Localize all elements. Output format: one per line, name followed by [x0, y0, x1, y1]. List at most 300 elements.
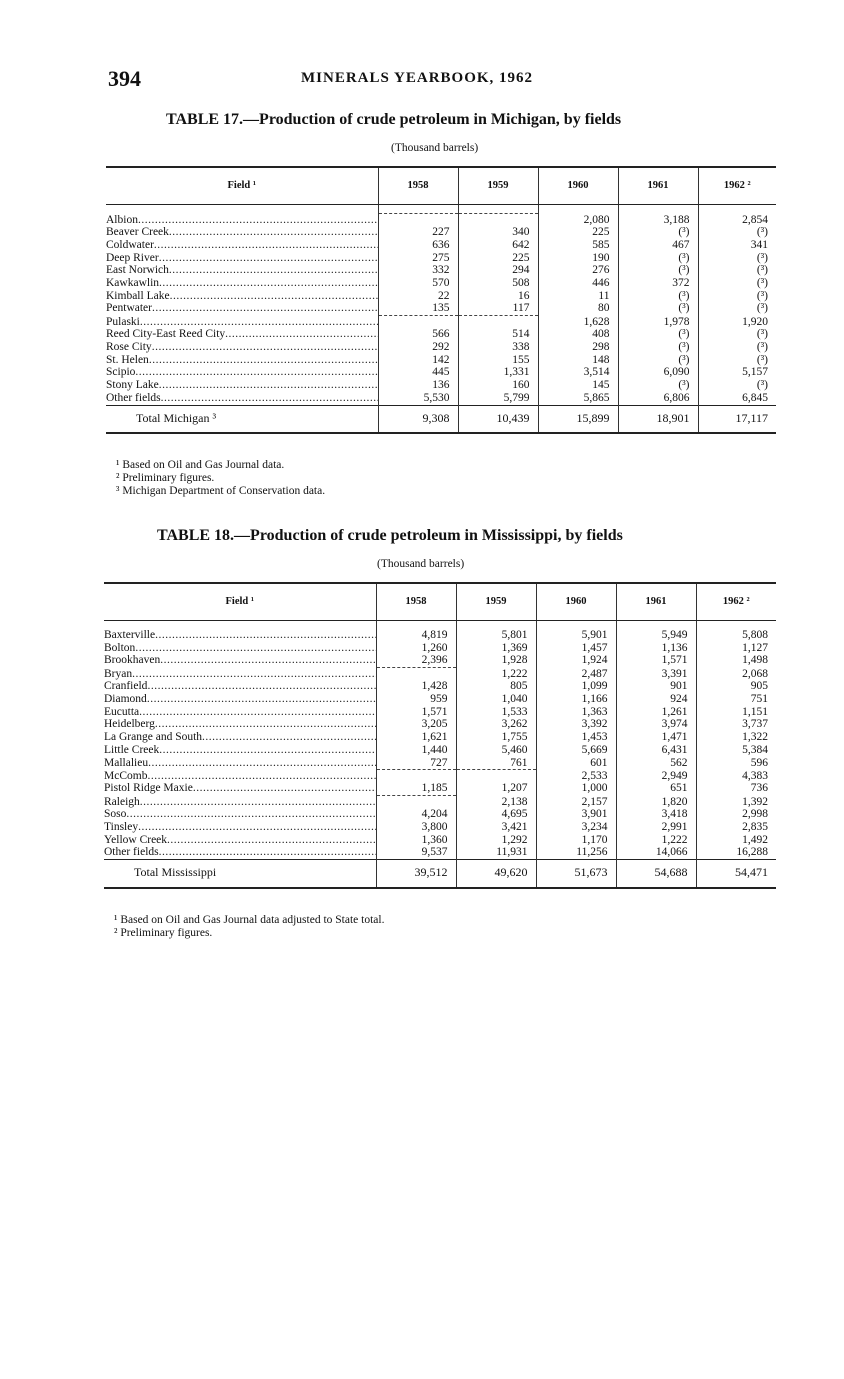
total-value-cell: 17,117 [698, 405, 776, 433]
leader-dots [155, 629, 376, 641]
value-cell: 1,207 [456, 782, 536, 795]
year-column-header: 1958 [378, 167, 458, 205]
value-cell: 292 [378, 341, 458, 354]
year-column-header: 1961 [618, 167, 698, 205]
leader-dots [155, 718, 376, 730]
value-cell: 1,127 [696, 642, 776, 655]
year-column-header: 1961 [616, 583, 696, 621]
field-name-cell [104, 770, 376, 783]
field-name: Pistol Ridge Maxie [104, 782, 193, 795]
value-cell: 3,234 [536, 821, 616, 834]
value-cell: 1,222 [456, 668, 536, 681]
value-cell: 1,457 [536, 642, 616, 655]
value-cell: 1,040 [456, 693, 536, 706]
value-cell: 3,418 [616, 808, 696, 821]
value-cell: 5,949 [616, 629, 696, 642]
value-cell: 1,571 [616, 654, 696, 667]
spacer-row [104, 621, 776, 630]
value-cell: 5,901 [536, 629, 616, 642]
table18-title: TABLE 18.—Production of crude petroleum in Mississippi, by fields [157, 527, 623, 544]
value-cell: 1,920 [698, 316, 776, 329]
value-cell: 727 [376, 757, 456, 770]
field-name-cell [106, 226, 378, 239]
leader-dots [147, 770, 376, 782]
value-cell: 959 [376, 693, 456, 706]
field-name: Deep River [106, 251, 159, 264]
value-cell: 14,066 [616, 846, 696, 859]
field-name-cell [106, 316, 378, 329]
table18 [104, 582, 776, 889]
value-cell: (³) [698, 277, 776, 290]
value-cell: 136 [378, 379, 458, 392]
value-cell: 1,170 [536, 834, 616, 847]
value-cell: 155 [458, 354, 538, 367]
value-cell: 5,669 [536, 744, 616, 757]
value-cell: (³) [698, 302, 776, 315]
table-row [104, 668, 776, 681]
value-cell: 117 [458, 302, 538, 315]
field-name: Coldwater [106, 238, 154, 251]
value-cell: 1,453 [536, 731, 616, 744]
value-cell: 1,628 [538, 316, 618, 329]
value-cell: (³) [618, 302, 698, 315]
value-cell: 3,974 [616, 718, 696, 731]
leader-dots [225, 328, 378, 340]
field-name: Cranfield [104, 680, 148, 693]
year-column-header: 1959 [456, 583, 536, 621]
value-cell: 4,695 [456, 808, 536, 821]
leader-dots [170, 290, 378, 302]
field-name: Other fields [106, 391, 161, 404]
value-cell: 1,261 [616, 706, 696, 719]
value-cell: 4,819 [376, 629, 456, 642]
field-name: Beaver Creek [106, 226, 169, 239]
value-cell: 372 [618, 277, 698, 290]
value-cell: (³) [618, 379, 698, 392]
value-cell: 5,799 [458, 392, 538, 405]
field-name-cell [104, 731, 376, 744]
leader-dots [147, 680, 376, 692]
total-value-cell: 9,308 [378, 405, 458, 433]
value-cell: 3,391 [616, 668, 696, 681]
field-name-cell [104, 846, 376, 859]
value-cell: 1,978 [618, 316, 698, 329]
value-cell: 2,487 [536, 668, 616, 681]
value-cell: (³) [698, 264, 776, 277]
field-name: Diamond [104, 693, 147, 706]
total-value-cell: 51,673 [536, 860, 616, 888]
field-name: McComb [104, 769, 148, 782]
value-cell: (³) [618, 341, 698, 354]
total-value-cell: 49,620 [456, 860, 536, 888]
field-name: Pulaski [106, 315, 140, 328]
value-cell: 901 [616, 680, 696, 693]
leader-dots [167, 834, 376, 846]
field-name: Pentwater [106, 302, 152, 315]
leader-dots [135, 366, 378, 378]
year-column-header: 1962 ² [698, 167, 776, 205]
field-name: Kimball Lake [106, 289, 170, 302]
value-cell: 3,514 [538, 366, 618, 379]
year-column-header: 1960 [538, 167, 618, 205]
value-cell: 751 [696, 693, 776, 706]
field-name: Bolton [104, 641, 136, 654]
value-cell: 1,498 [696, 654, 776, 667]
table-row [106, 239, 776, 252]
field-name: Scipio [106, 366, 136, 379]
field-name-cell [104, 706, 376, 719]
value-cell: 1,322 [696, 731, 776, 744]
field-name-cell [104, 718, 376, 731]
total-value-cell: 15,899 [538, 405, 618, 433]
field-name: Bryan [104, 667, 133, 680]
table17-footnotes [116, 459, 325, 498]
table-row [106, 366, 776, 379]
footnote: ² Preliminary figures. [114, 927, 213, 939]
table-row [104, 718, 776, 731]
header-row [106, 167, 776, 205]
field-name: Tinsley [104, 821, 139, 834]
value-cell: 225 [538, 226, 618, 239]
table-row [106, 226, 776, 239]
value-cell: 1,820 [616, 796, 696, 809]
year-column-header: 1962 ² [696, 583, 776, 621]
field-name-cell [104, 821, 376, 834]
value-cell: 142 [378, 354, 458, 367]
field-name-cell [106, 392, 378, 405]
table-row [106, 379, 776, 392]
value-cell: 341 [698, 239, 776, 252]
total-value-cell: 54,471 [696, 860, 776, 888]
table18-unit: (Thousand barrels) [377, 558, 465, 570]
leader-dots [140, 316, 378, 328]
value-cell: 276 [538, 264, 618, 277]
total-value-cell: 39,512 [376, 860, 456, 888]
value-cell: 1,260 [376, 642, 456, 655]
field-name-cell [106, 302, 378, 315]
value-cell: (³) [698, 252, 776, 265]
table-row [104, 680, 776, 693]
leader-dots [159, 379, 378, 391]
leader-dots [132, 668, 376, 680]
field-name-cell [104, 834, 376, 847]
value-cell: 1,369 [456, 642, 536, 655]
value-cell: 905 [696, 680, 776, 693]
value-cell: 1,363 [536, 706, 616, 719]
table18-footnotes [114, 914, 384, 940]
value-cell: 642 [458, 239, 538, 252]
leader-dots [126, 808, 376, 820]
field-name-cell [104, 642, 376, 655]
value-cell [458, 316, 538, 329]
value-cell: 2,998 [696, 808, 776, 821]
total-value-cell: 10,439 [458, 405, 538, 433]
table-row [106, 252, 776, 265]
header-row [104, 583, 776, 621]
table-row [106, 264, 776, 277]
table-row [106, 302, 776, 315]
leader-dots [169, 264, 378, 276]
value-cell: 80 [538, 302, 618, 315]
field-name-cell [104, 680, 376, 693]
value-cell: 2,835 [696, 821, 776, 834]
leader-dots [152, 302, 378, 314]
value-cell [376, 770, 456, 783]
value-cell: 2,854 [698, 214, 776, 227]
value-cell: 1,392 [696, 796, 776, 809]
field-name: East Norwich [106, 264, 169, 277]
value-cell: 562 [616, 757, 696, 770]
value-cell: (³) [698, 328, 776, 341]
table-row [106, 341, 776, 354]
value-cell: 1,533 [456, 706, 536, 719]
value-cell: 3,262 [456, 718, 536, 731]
value-cell: 596 [696, 757, 776, 770]
value-cell: 294 [458, 264, 538, 277]
value-cell: 338 [458, 341, 538, 354]
value-cell: 1,360 [376, 834, 456, 847]
value-cell: 3,901 [536, 808, 616, 821]
leader-dots [154, 239, 378, 251]
value-cell: 16 [458, 290, 538, 303]
value-cell: 190 [538, 252, 618, 265]
value-cell: 2,157 [536, 796, 616, 809]
field-name-cell [106, 252, 378, 265]
value-cell: 445 [378, 366, 458, 379]
value-cell: 1,621 [376, 731, 456, 744]
value-cell: 2,533 [536, 770, 616, 783]
value-cell: 651 [616, 782, 696, 795]
table-row [104, 629, 776, 642]
value-cell: 924 [616, 693, 696, 706]
footnote: ³ Michigan Department of Conservation data. [116, 485, 326, 497]
field-name: Rose City [106, 341, 152, 354]
value-cell: 736 [696, 782, 776, 795]
value-cell: 566 [378, 328, 458, 341]
value-cell: (³) [698, 379, 776, 392]
field-name-cell [106, 366, 378, 379]
field-name-cell [106, 239, 378, 252]
running-head: MINERALS YEARBOOK, 1962 [301, 70, 534, 86]
leader-dots [159, 277, 378, 289]
value-cell: 1,924 [536, 654, 616, 667]
footnote: ² Preliminary figures. [116, 472, 215, 484]
value-cell: 1,440 [376, 744, 456, 757]
value-cell: 3,737 [696, 718, 776, 731]
field-name: Stony Lake [106, 379, 159, 392]
field-name: Albion [106, 213, 138, 226]
field-name: Brookhaven [104, 654, 161, 667]
value-cell: 227 [378, 226, 458, 239]
field-name-cell [106, 290, 378, 303]
leader-dots [138, 821, 376, 833]
field-name-cell [104, 808, 376, 821]
value-cell: 1,136 [616, 642, 696, 655]
value-cell: 275 [378, 252, 458, 265]
table-row [104, 654, 776, 667]
value-cell: 1,185 [376, 782, 456, 795]
field-name: Baxterville [104, 629, 156, 641]
value-cell [458, 214, 538, 227]
value-cell: 761 [456, 757, 536, 770]
value-cell: 2,949 [616, 770, 696, 783]
value-cell: 332 [378, 264, 458, 277]
leader-dots [135, 642, 376, 654]
value-cell: 6,845 [698, 392, 776, 405]
value-cell: 1,331 [458, 366, 538, 379]
value-cell: 4,204 [376, 808, 456, 821]
value-cell: 2,991 [616, 821, 696, 834]
value-cell: 11,256 [536, 846, 616, 859]
value-cell: (³) [618, 226, 698, 239]
field-name-cell [104, 796, 376, 809]
value-cell: 446 [538, 277, 618, 290]
leader-dots [149, 354, 378, 366]
field-name: Raleigh [104, 795, 140, 808]
value-cell: 805 [456, 680, 536, 693]
field-name: St. Helen [106, 353, 149, 366]
value-cell: 2,138 [456, 796, 536, 809]
value-cell: 2,396 [376, 654, 456, 667]
leader-dots [159, 846, 376, 858]
value-cell: 1,099 [536, 680, 616, 693]
value-cell: 1,000 [536, 782, 616, 795]
total-label: Total Mississippi [104, 860, 376, 888]
leader-dots [193, 782, 376, 794]
field-name: Other fields [104, 846, 159, 859]
field-name: Reed City-East Reed City [106, 328, 226, 341]
table-row [106, 328, 776, 341]
value-cell [456, 770, 536, 783]
value-cell: 3,800 [376, 821, 456, 834]
table-row [104, 796, 776, 809]
value-cell: 11 [538, 290, 618, 303]
value-cell: 601 [536, 757, 616, 770]
total-value-cell: 18,901 [618, 405, 698, 433]
value-cell: 1,471 [616, 731, 696, 744]
total-row [104, 860, 776, 888]
field-name-cell [104, 629, 376, 642]
leader-dots [169, 226, 378, 238]
leader-dots [161, 392, 378, 404]
field-name-cell [104, 693, 376, 706]
table17-title: TABLE 17.—Production of crude petroleum in Michigan, by fields [166, 111, 622, 128]
value-cell: 145 [538, 379, 618, 392]
value-cell: 585 [538, 239, 618, 252]
table-row [104, 642, 776, 655]
field-name: La Grange and South [104, 731, 203, 744]
total-label: Total Michigan ³ [106, 405, 378, 433]
value-cell: 9,537 [376, 846, 456, 859]
field-name-cell [106, 264, 378, 277]
value-cell: (³) [618, 252, 698, 265]
field-name: Mallalieu [104, 756, 149, 769]
value-cell: 1,222 [616, 834, 696, 847]
leader-dots [160, 654, 376, 666]
value-cell: 1,166 [536, 693, 616, 706]
table-row [104, 782, 776, 795]
value-cell: 16,288 [696, 846, 776, 859]
value-cell: 408 [538, 328, 618, 341]
field-name-cell [104, 782, 376, 795]
field-name: Heidelberg [104, 718, 155, 731]
value-cell: 1,755 [456, 731, 536, 744]
table-row [104, 770, 776, 783]
field-name: Eucutta [104, 705, 140, 718]
value-cell: 5,384 [696, 744, 776, 757]
value-cell: 1,571 [376, 706, 456, 719]
field-name: Little Creek [104, 743, 160, 756]
value-cell: 3,392 [536, 718, 616, 731]
field-name-cell [106, 328, 378, 341]
field-name-cell [104, 654, 376, 667]
value-cell: (³) [618, 264, 698, 277]
value-cell: 2,068 [696, 668, 776, 681]
year-column-header: 1959 [458, 167, 538, 205]
field-name-cell [104, 757, 376, 770]
value-cell: 4,383 [696, 770, 776, 783]
value-cell: 22 [378, 290, 458, 303]
field-name: Yellow Creek [104, 833, 168, 846]
value-cell: (³) [618, 290, 698, 303]
table-row [104, 834, 776, 847]
table-row [104, 706, 776, 719]
field-name-cell [106, 379, 378, 392]
table-row [106, 277, 776, 290]
value-cell: 467 [618, 239, 698, 252]
value-cell: (³) [698, 290, 776, 303]
value-cell: 5,530 [378, 392, 458, 405]
value-cell: (³) [618, 354, 698, 367]
total-row [106, 405, 776, 433]
page-number: 394 [108, 66, 141, 91]
spacer-row [106, 205, 776, 214]
value-cell: (³) [618, 328, 698, 341]
table-row [106, 392, 776, 405]
value-cell: 636 [378, 239, 458, 252]
value-cell: 2,080 [538, 214, 618, 227]
leader-dots [202, 731, 376, 743]
value-cell: 5,865 [538, 392, 618, 405]
field-name-cell [106, 354, 378, 367]
value-cell [378, 214, 458, 227]
table-row [106, 354, 776, 367]
field-name-cell [106, 277, 378, 290]
value-cell [376, 796, 456, 809]
table-row [104, 808, 776, 821]
field-name-cell [104, 744, 376, 757]
table17 [106, 166, 776, 434]
leader-dots [152, 341, 378, 353]
value-cell: 1,292 [456, 834, 536, 847]
year-column-header: 1958 [376, 583, 456, 621]
value-cell: 11,931 [456, 846, 536, 859]
field-name-cell [106, 214, 378, 227]
table-row [104, 744, 776, 757]
table-row [104, 757, 776, 770]
total-value-cell: 54,688 [616, 860, 696, 888]
value-cell: 6,090 [618, 366, 698, 379]
leader-dots [139, 706, 376, 718]
table-row [104, 846, 776, 859]
field-column-header: Field ¹ [106, 167, 378, 205]
table-row [104, 693, 776, 706]
value-cell: 5,157 [698, 366, 776, 379]
value-cell: 148 [538, 354, 618, 367]
leader-dots [159, 252, 378, 264]
value-cell: 3,205 [376, 718, 456, 731]
field-name-cell [104, 668, 376, 681]
